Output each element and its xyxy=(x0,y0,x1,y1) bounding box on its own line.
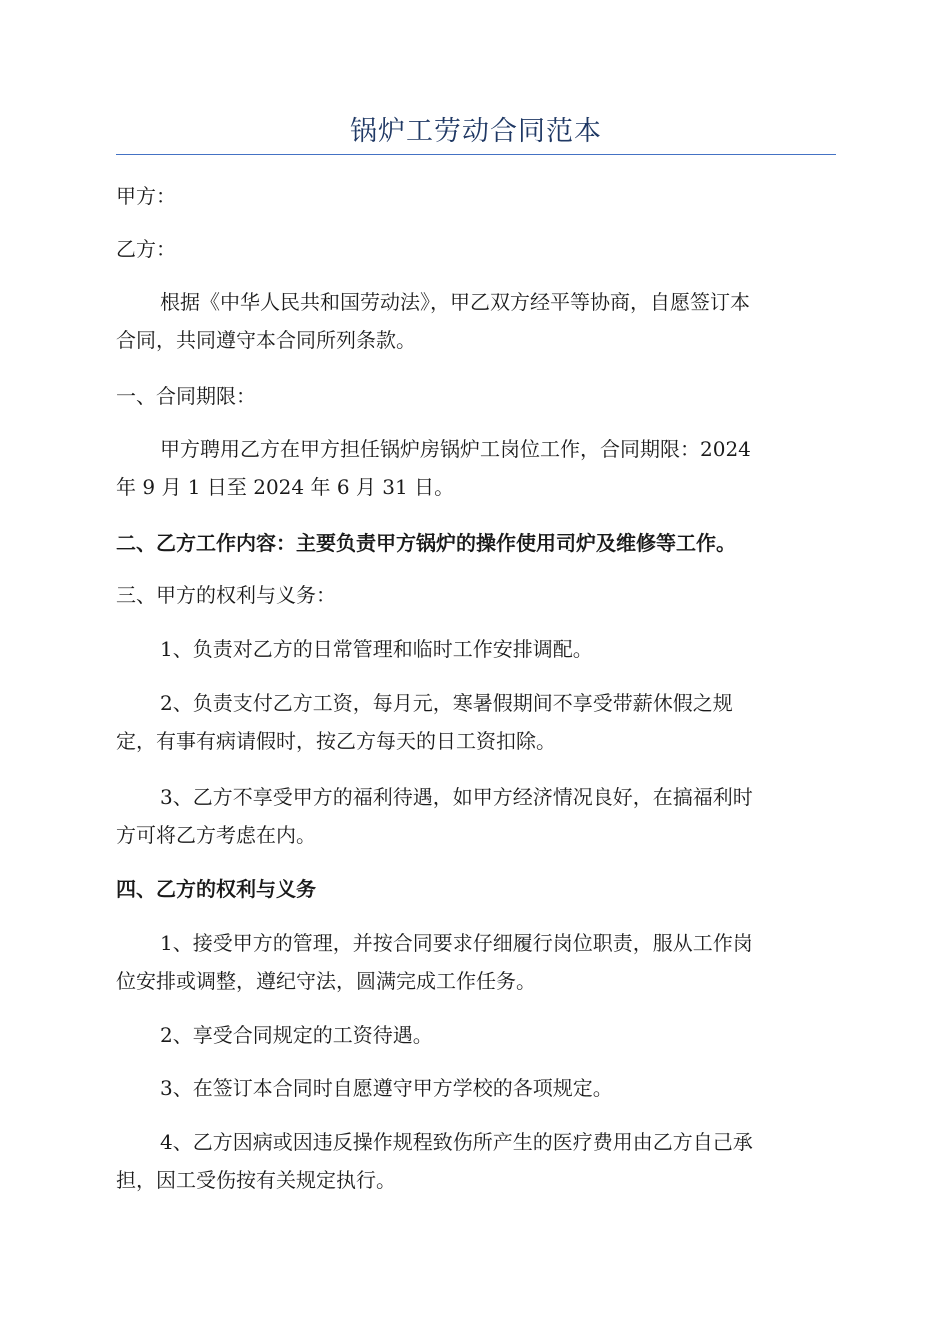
section-4-item xyxy=(116,1123,836,1199)
party-b-label xyxy=(116,230,836,268)
section-4-heading-text: 四、乙方的权利与义务 xyxy=(116,877,316,901)
section-1-heading-text: 一、合同期限： xyxy=(116,384,256,408)
document-title: 锅炉工劳动合同范本 xyxy=(350,116,602,147)
intro-paragraph xyxy=(116,283,836,359)
section-4-item xyxy=(116,924,836,1000)
section-3-item-line: 方可将乙方考虑在内。 xyxy=(116,823,316,847)
section-3-item xyxy=(116,684,836,760)
section-4-heading xyxy=(116,870,836,908)
section-4-item-line: 担，因工受伤按有关规定执行。 xyxy=(116,1168,396,1192)
section-4-item xyxy=(116,1016,836,1054)
section-1-heading xyxy=(116,377,836,415)
section-3-item xyxy=(116,630,836,668)
section-1-line: 甲方聘用乙方在甲方担任锅炉房锅炉工岗位工作，合同期限：2024 xyxy=(160,437,751,461)
section-3-item-line: 2、负责支付乙方工资，每月元，寒暑假期间不享受带薪休假之规 xyxy=(160,691,733,715)
section-1-line: 年 9 月 1 日至 2024 年 6 月 31 日。 xyxy=(116,475,455,499)
section-4-item-line: 3、在签订本合同时自愿遵守甲方学校的各项规定。 xyxy=(160,1076,613,1100)
intro-line: 合同，共同遵守本合同所列条款。 xyxy=(116,328,416,352)
section-4-item-line: 2、享受合同规定的工资待遇。 xyxy=(160,1023,433,1047)
title-underline xyxy=(116,154,836,155)
section-3-heading xyxy=(116,576,836,614)
section-4-item-line: 位安排或调整，遵纪守法，圆满完成工作任务。 xyxy=(116,969,536,993)
intro-line: 根据《中华人民共和国劳动法》，甲乙双方经平等协商，自愿签订本 xyxy=(160,290,750,314)
section-3-item xyxy=(116,778,836,854)
section-4-item-line: 4、乙方因病或因违反操作规程致伤所产生的医疗费用由乙方自己承 xyxy=(160,1130,753,1154)
party-a-label xyxy=(116,177,836,215)
section-3-heading-text: 三、甲方的权利与义务： xyxy=(116,583,336,607)
section-3-item-line: 定，有事有病请假时，按乙方每天的日工资扣除。 xyxy=(116,729,556,753)
party-a-text: 甲方： xyxy=(116,184,176,208)
section-3-item-line: 1、负责对乙方的日常管理和临时工作安排调配。 xyxy=(160,637,593,661)
section-1-body xyxy=(116,430,836,506)
section-4-item xyxy=(116,1069,836,1107)
party-b-text: 乙方： xyxy=(116,237,176,261)
section-3-item-line: 3、乙方不享受甲方的福利待遇，如甲方经济情况良好，在搞福利时 xyxy=(160,785,753,809)
section-2-heading xyxy=(116,524,836,562)
section-4-item-line: 1、接受甲方的管理，并按合同要求仔细履行岗位职责，服从工作岗 xyxy=(160,931,753,955)
section-2-heading-text: 二、乙方工作内容：主要负责甲方锅炉的操作使用司炉及维修等工作。 xyxy=(116,531,736,555)
